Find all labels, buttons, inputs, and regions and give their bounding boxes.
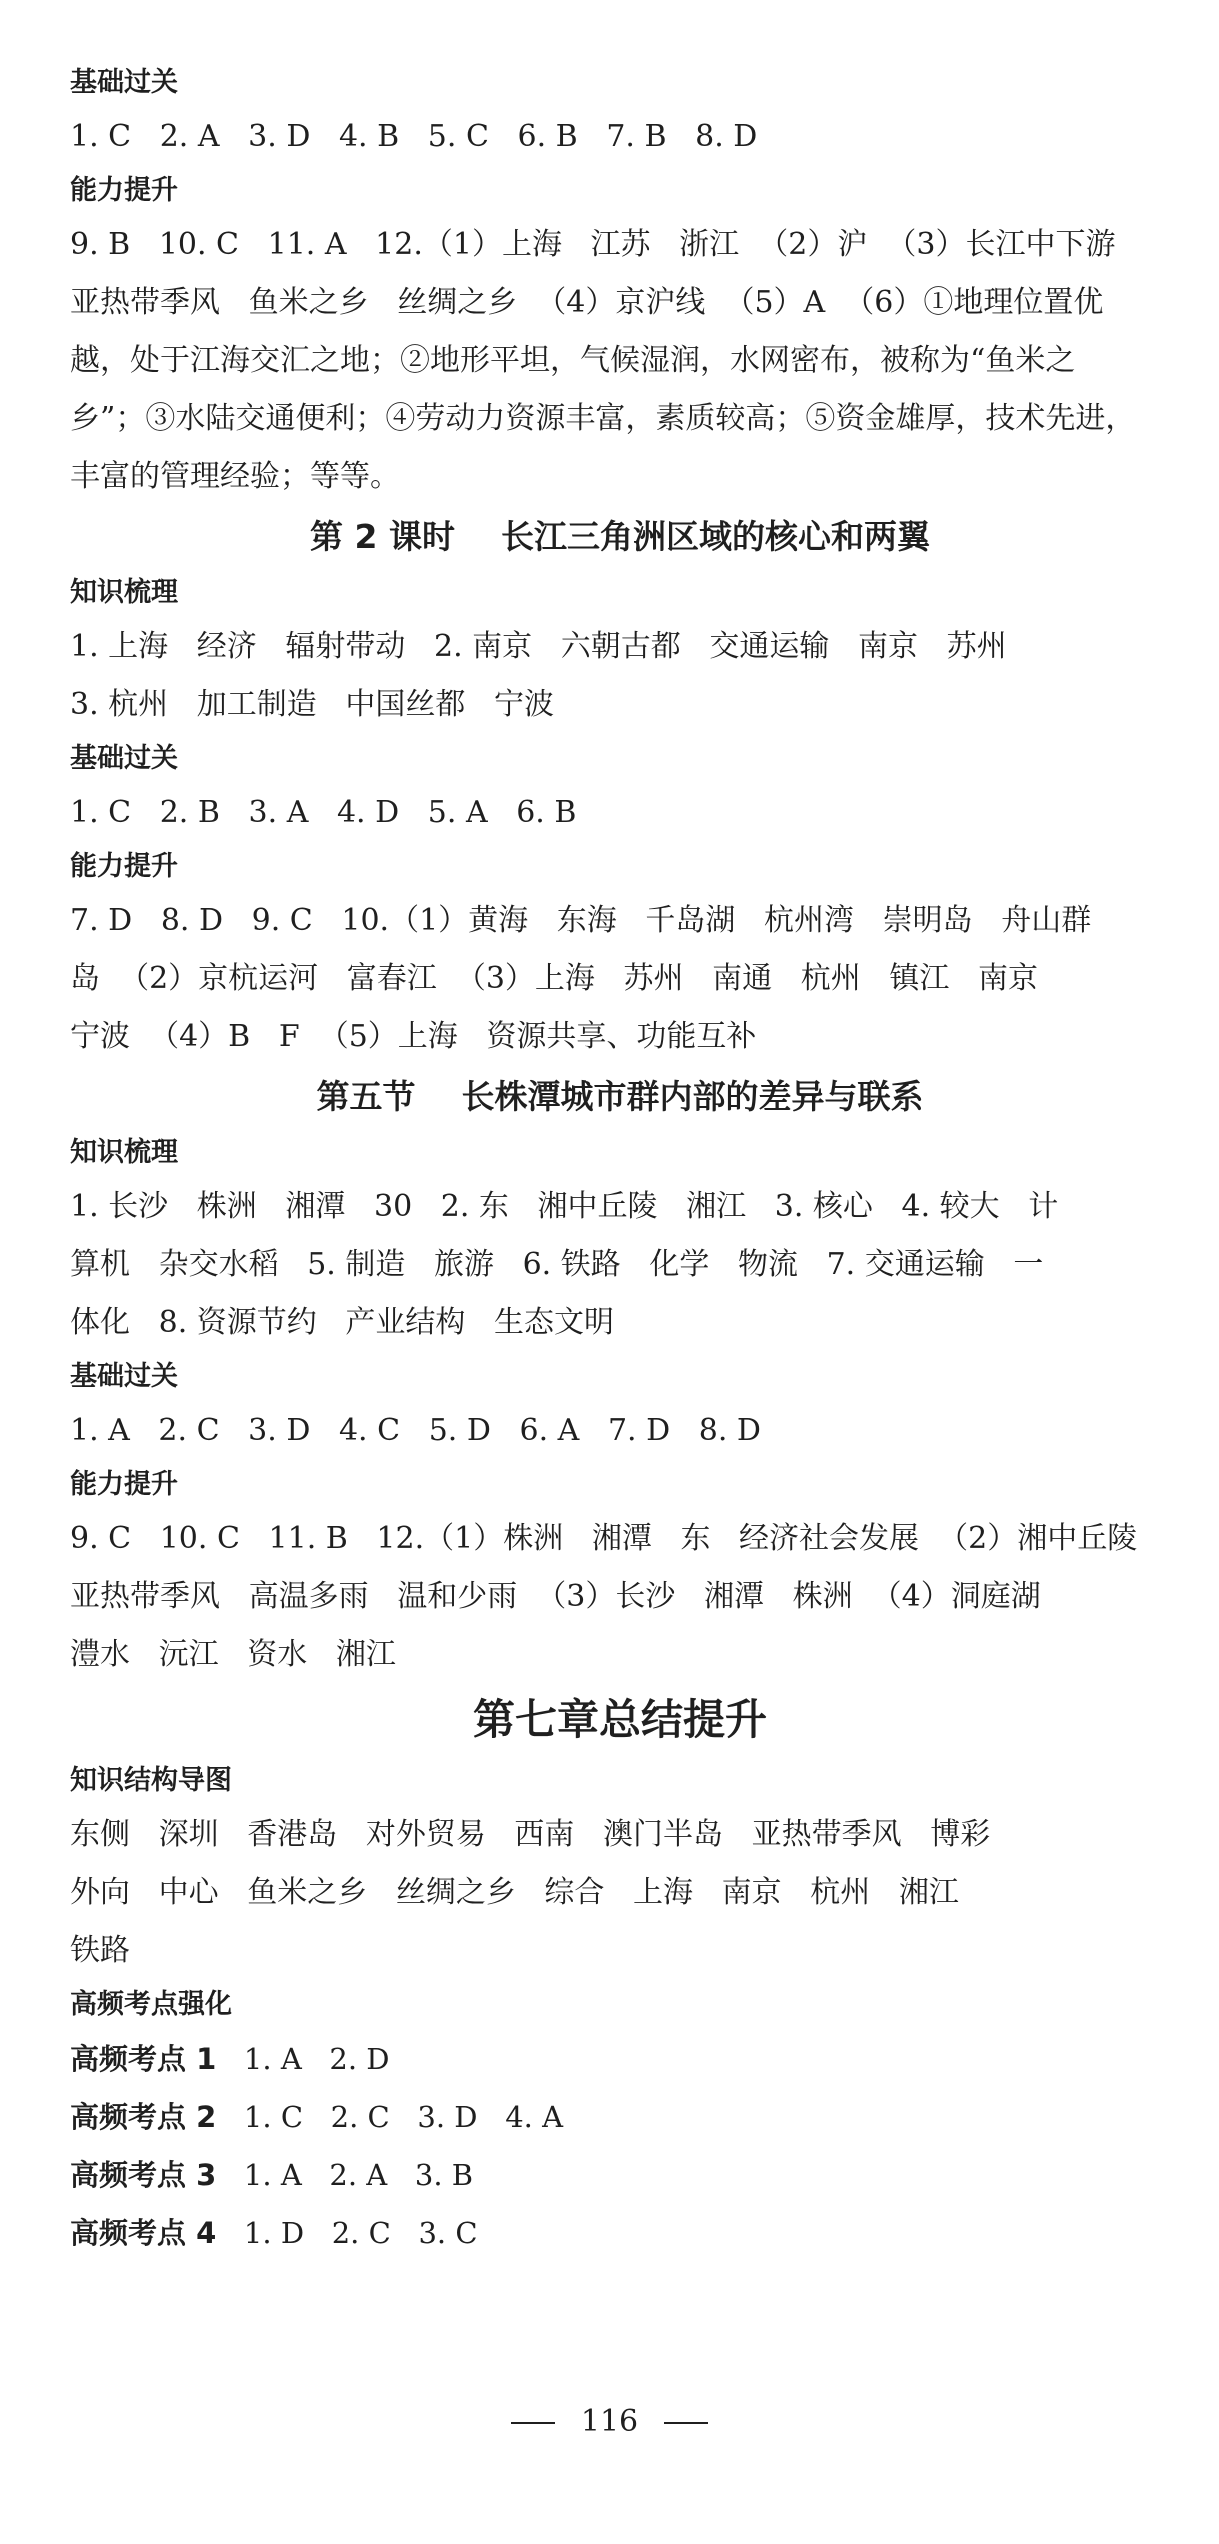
answer-line: 东侧 深圳 香港岛 对外贸易 西南 澳门半岛 亚热带季风 博彩 bbox=[70, 1817, 991, 1852]
key-point-label: 高频考点 2 bbox=[70, 2100, 217, 2134]
subsection-label: 高频考点强化 bbox=[70, 1989, 232, 2020]
answer-line: 9. C 10. C 11. B 12.（1）株洲 湘潭 东 经济社会发展 （2）湘中丘陵 bbox=[70, 1521, 1138, 1556]
key-point-answers: 1. C 2. C 3. D 4. A bbox=[216, 2100, 564, 2134]
subsection-label: 能力提升 bbox=[70, 851, 178, 882]
section-title: 第五节 长株潭城市群内部的差异与联系 bbox=[316, 1077, 924, 1116]
footer-dash-right bbox=[664, 2422, 708, 2424]
answer-line: 外向 中心 鱼米之乡 丝绸之乡 综合 上海 南京 杭州 湘江 bbox=[70, 1875, 959, 1910]
answer-line: 乡”；③水陆交通便利；④劳动力资源丰富，素质较高；⑤资金雄厚，技术先进， bbox=[70, 401, 1136, 436]
page-footer bbox=[0, 2402, 1219, 2442]
chapter-title: 第七章总结提升 bbox=[472, 1695, 767, 1744]
key-point-row bbox=[70, 2204, 1170, 2262]
key-point-answers: 1. A 2. A 3. B bbox=[216, 2158, 474, 2192]
answer-line: 铁路 bbox=[70, 1933, 130, 1968]
answer-line: 丰富的管理经验；等等。 bbox=[70, 459, 400, 494]
key-point-label: 高频考点 4 bbox=[70, 2216, 217, 2250]
subsection-label: 基础过关 bbox=[70, 743, 178, 774]
subsection-label: 知识梳理 bbox=[70, 577, 178, 608]
answer-line: 岛 （2）京杭运河 富春江 （3）上海 苏州 南通 杭州 镇江 南京 bbox=[70, 961, 1038, 996]
answer-line: 亚热带季风 高温多雨 温和少雨 （3）长沙 湘潭 株洲 （4）洞庭湖 bbox=[70, 1579, 1041, 1614]
answer-line: 3. 杭州 加工制造 中国丝都 宁波 bbox=[70, 687, 554, 722]
key-point-answers: 1. D 2. C 3. C bbox=[216, 2216, 478, 2250]
answer-line: 1. C 2. A 3. D 4. B 5. C 6. B 7. B 8. D bbox=[70, 119, 758, 154]
key-point-answers: 1. A 2. D bbox=[216, 2042, 390, 2076]
page-number: 116 bbox=[580, 2404, 639, 2439]
subsection-label: 能力提升 bbox=[70, 175, 178, 206]
answer-line: 1. A 2. C 3. D 4. C 5. D 6. A 7. D 8. D bbox=[70, 1413, 761, 1448]
answer-line: 越，处于江海交汇之地；②地形平坦，气候湿润，水网密布，被称为“鱼米之 bbox=[70, 343, 1076, 378]
answer-line: 澧水 沅江 资水 湘江 bbox=[70, 1637, 396, 1672]
section-title: 第 2 课时 长江三角洲区域的核心和两翼 bbox=[310, 517, 930, 556]
answer-line: 体化 8. 资源节约 产业结构 生态文明 bbox=[70, 1305, 614, 1340]
subsection-label: 基础过关 bbox=[70, 1361, 178, 1392]
subsection-label: 基础过关 bbox=[70, 67, 178, 98]
answer-line: 1. 长沙 株洲 湘潭 30 2. 东 湘中丘陵 湘江 3. 核心 4. 较大 计 bbox=[70, 1189, 1059, 1224]
answer-page bbox=[70, 58, 1170, 2262]
answer-line: 7. D 8. D 9. C 10.（1）黄海 东海 千岛湖 杭州湾 崇明岛 舟山群 bbox=[70, 903, 1092, 938]
subsection-label: 能力提升 bbox=[70, 1469, 178, 1500]
key-point-label: 高频考点 3 bbox=[70, 2158, 217, 2192]
footer-dash-left bbox=[511, 2422, 555, 2424]
answer-line: 9. B 10. C 11. A 12.（1）上海 江苏 浙江 （2）沪 （3）长江中下游 bbox=[70, 227, 1116, 262]
answer-line: 1. 上海 经济 辐射带动 2. 南京 六朝古都 交通运输 南京 苏州 bbox=[70, 629, 1007, 664]
answer-line: 算机 杂交水稻 5. 制造 旅游 6. 铁路 化学 物流 7. 交通运输 一 bbox=[70, 1247, 1044, 1282]
answer-line: 亚热带季风 鱼米之乡 丝绸之乡 （4）京沪线 （5）A （6）①地理位置优 bbox=[70, 285, 1104, 320]
subsection-label: 知识结构导图 bbox=[70, 1765, 232, 1796]
answer-line: 1. C 2. B 3. A 4. D 5. A 6. B bbox=[70, 795, 577, 830]
subsection-label: 知识梳理 bbox=[70, 1137, 178, 1168]
answer-line: 宁波 （4）B F （5）上海 资源共享、功能互补 bbox=[70, 1019, 757, 1054]
key-point-row bbox=[70, 2146, 1170, 2204]
key-point-row bbox=[70, 2088, 1170, 2146]
key-point-label: 高频考点 1 bbox=[70, 2042, 217, 2076]
key-point-row bbox=[70, 2030, 1170, 2088]
